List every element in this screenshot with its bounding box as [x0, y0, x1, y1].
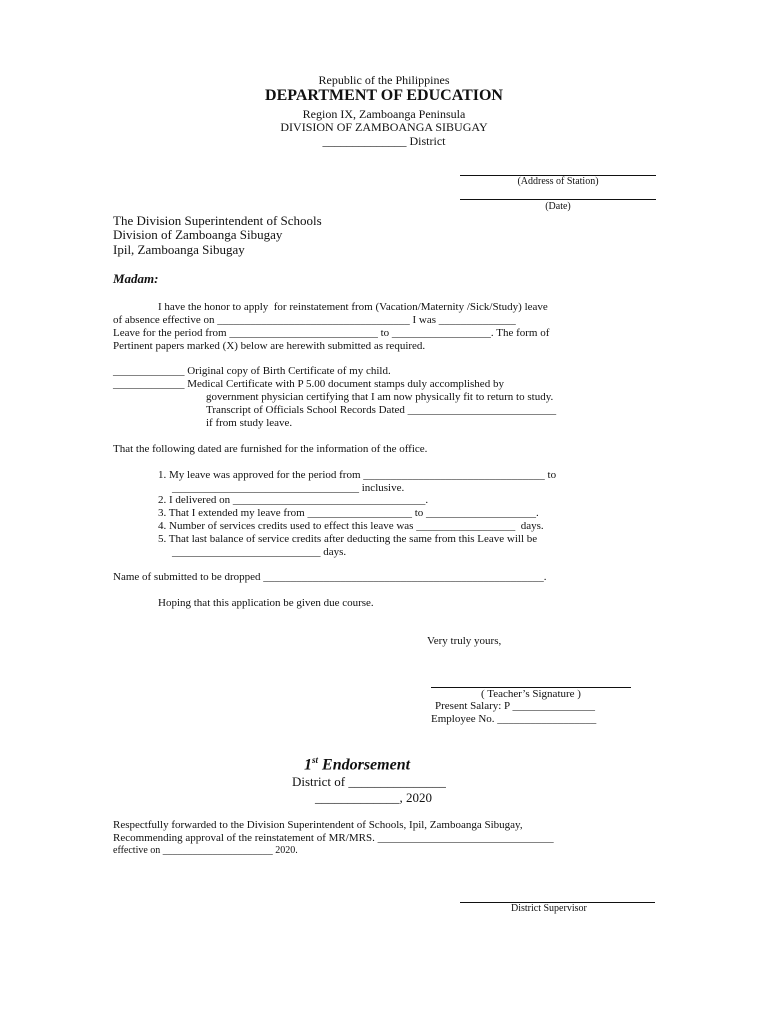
addressee-line-3: Ipil, Zamboanga Sibugay [113, 242, 245, 257]
addressee-line-1: The Division Superintendent of Schools [113, 213, 322, 228]
endorsement-line-2: Recommending approval of the reinstatement of MR/MRS. ________________________________ [113, 832, 554, 844]
district-supervisor-caption: District Supervisor [511, 903, 587, 914]
name-to-be-dropped: Name of submitted to be dropped ___________________________________________________. [113, 571, 547, 583]
endorsement-line-1: Respectfully forwarded to the Division Superintendent of Schools, Ipil, Zamboanga Sibugay, [113, 819, 523, 831]
district-line: ______________ District [322, 134, 446, 148]
address-of-station-caption: (Address of Station) [517, 176, 599, 187]
region-line: Region IX, Zamboanga Peninsula [302, 107, 466, 121]
hoping-statement: Hoping that this application be given due course. [158, 597, 374, 609]
present-salary: Present Salary: P _______________ [435, 700, 595, 712]
numbered-item-1-cont: __________________________________ inclusive. [172, 482, 405, 494]
checklist-item-medical-certificate-cont: government physician certifying that I am now physically fit to return to study. [206, 391, 554, 403]
salutation: Madam: [113, 271, 159, 286]
valediction: Very truly yours, [427, 635, 502, 647]
endorsement-date: _____________, 2020 [315, 790, 432, 805]
date-caption: (Date) [545, 201, 571, 212]
endorsement-line-3: effective on ______________________ 2020. [113, 845, 298, 856]
paragraph-1-line-4: Pertinent papers marked (X) below are herewith submitted as required. [113, 340, 426, 352]
addressee-line-2: Division of Zamboanga Sibugay [113, 227, 283, 242]
numbered-item-3: 3. That I extended my leave from ___________________ to ____________________. [158, 507, 539, 519]
numbered-item-5-cont: ___________________________ days. [172, 546, 347, 558]
checklist-item-transcript: Transcript of Officials School Records Dated ___________________________ [206, 404, 557, 416]
numbered-item-2: 2. I delivered on ___________________________________. [158, 494, 429, 506]
endorsement-title [304, 756, 410, 773]
paragraph-1-line-1: I have the honor to apply for reinstatement from (Vacation/Maternity /Sick/Study) leave [158, 301, 548, 313]
division-line: DIVISION OF ZAMBOANGA SIBUGAY [280, 120, 488, 134]
employee-number: Employee No. __________________ [431, 713, 597, 725]
numbered-item-5: 5. That last balance of service credits after deducting the same from this Leave will be [158, 533, 538, 545]
republic-line: Republic of the Philippines [318, 73, 450, 87]
numbered-item-4: 4. Number of services credits used to effect this leave was __________________ days. [158, 520, 544, 532]
endorsement-district: District of _______________ [292, 774, 446, 789]
checklist-item-birth-certificate: _____________ Original copy of Birth Certificate of my child. [113, 365, 391, 377]
teacher-signature-caption: ( Teacher’s Signature ) [481, 688, 581, 700]
endorsement-title-ordinal: st [312, 755, 319, 765]
furnished-statement: That the following dated are furnished for the information of the office. [113, 443, 428, 455]
endorsement-title-number: 1 [304, 756, 312, 774]
paragraph-1-line-3: Leave for the period from ___________________________ to __________________. The form of [113, 327, 550, 339]
date-line[interactable] [460, 199, 656, 200]
checklist-item-medical-certificate: _____________ Medical Certificate with P 5.00 document stamps duly accomplished by [113, 378, 504, 390]
endorsement-title-text: Endorsement [318, 756, 411, 774]
numbered-item-1: 1. My leave was approved for the period from _________________________________ to [158, 469, 557, 481]
paragraph-1-line-2: of absence effective on ___________________________________ I was ______________ [113, 314, 516, 326]
department-title: DEPARTMENT OF EDUCATION [265, 87, 503, 104]
checklist-item-transcript-cont: if from study leave. [206, 417, 293, 429]
